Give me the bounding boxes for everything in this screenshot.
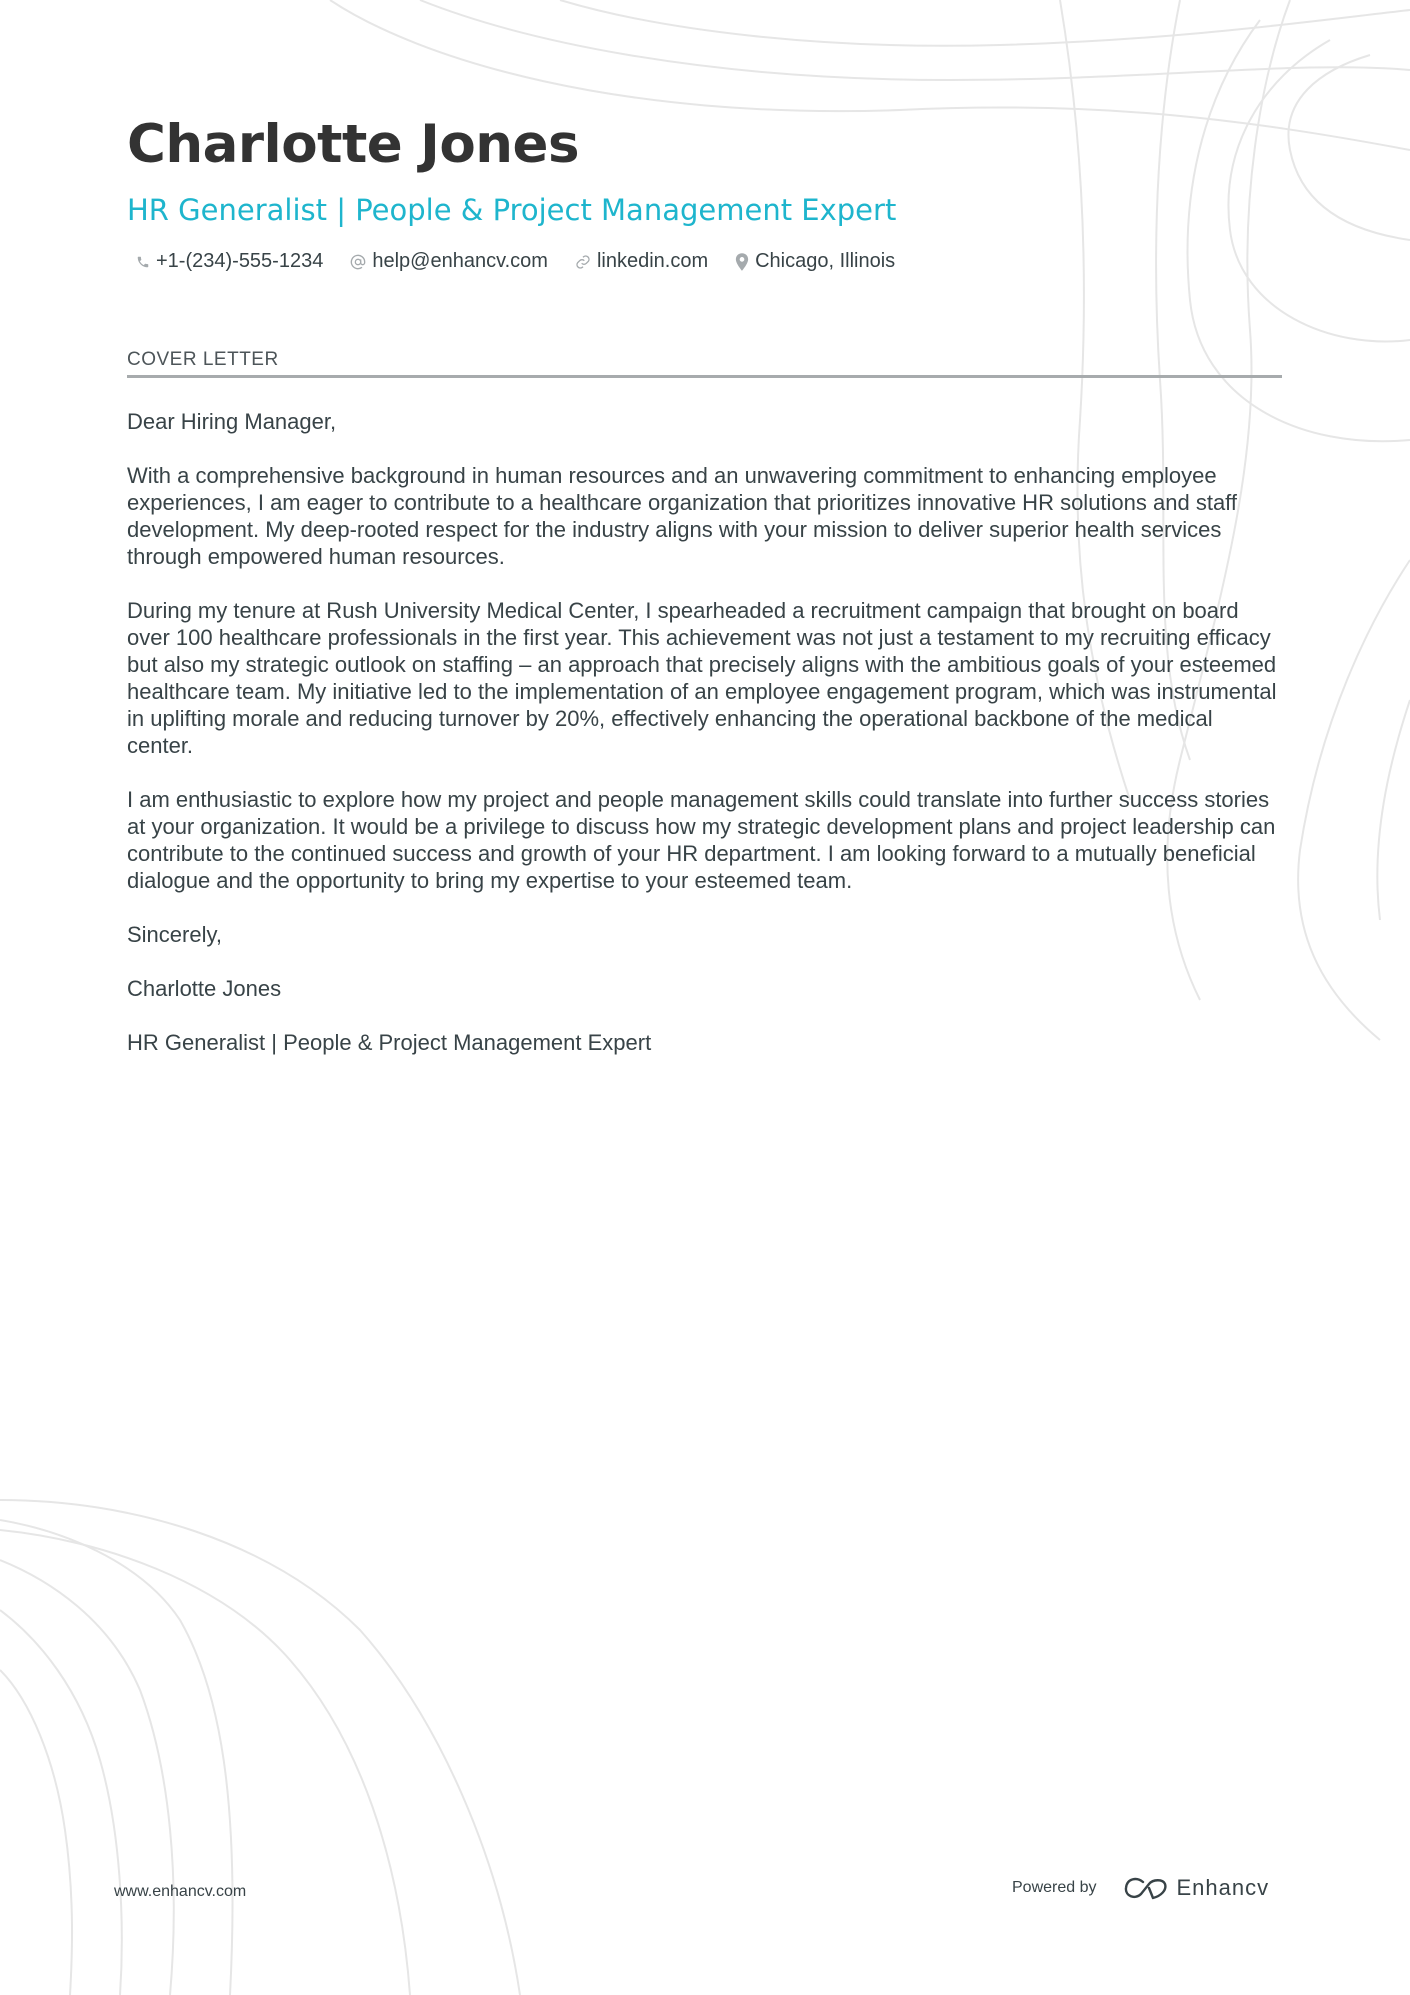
- contact-location: [735, 250, 895, 273]
- footer-website-link[interactable]: www.enhancv.com: [114, 1883, 247, 1900]
- linkedin-value: linkedin.com: [596, 250, 709, 272]
- enhancv-logo-icon: [1123, 1876, 1169, 1900]
- link-icon: [575, 254, 591, 270]
- brand-name: Enhancv: [1176, 1875, 1270, 1900]
- contact-linkedin[interactable]: [575, 250, 708, 273]
- signature-name: Charlotte Jones: [127, 976, 282, 1001]
- salutation: Dear Hiring Manager,: [127, 409, 337, 434]
- location-value: Chicago, Illinois: [755, 250, 896, 272]
- phone-icon: [136, 255, 150, 269]
- at-icon: [350, 254, 366, 270]
- contact-email[interactable]: [350, 250, 548, 273]
- contact-phone[interactable]: [136, 250, 323, 273]
- candidate-name: Charlotte Jones: [127, 114, 580, 175]
- powered-by-label: Powered by: [1012, 1879, 1097, 1896]
- candidate-title: HR Generalist | People & Project Management Expert: [127, 193, 897, 227]
- email-value: help@enhancv.com: [372, 250, 548, 272]
- cover-letter-page: [127, 112, 1282, 1083]
- section-heading-cover-letter: COVER LETTER: [127, 349, 1282, 378]
- phone-value: +1-(234)-555-1234: [156, 250, 324, 272]
- paragraph-1: With a comprehensive background in human resources and an unwavering commitment to enhancing employee experiences, I am eager to contribute to a healthcare organization that prioritizes innovative HR solutions and staff development. My deep-rooted respect for the industry aligns with your mission to deliver superior health services through empowered human resources.: [127, 463, 1238, 569]
- letter-body: [127, 408, 1282, 1056]
- signature-title: HR Generalist | People & Project Management Expert: [127, 1030, 652, 1055]
- paragraph-2: During my tenure at Rush University Medical Center, I spearheaded a recruitment campaign that brought on board over 100 healthcare professionals in the first year. This achievement was not just a testament to my recruiting efficacy but also my strategic outlook on staffing – an approach that precisely aligns with the ambitious goals of your esteemed healthcare team. My initiative led to the implementation of an employee engagement program, which was instrumental in uplifting morale and reducing turnover by 20%, effectively enhancing the operational backbone of the medical center.: [127, 598, 1277, 758]
- footer-powered-by[interactable]: [1012, 1875, 1269, 1901]
- contact-info-row: [136, 250, 1282, 273]
- location-pin-icon: [735, 253, 749, 271]
- closing: Sincerely,: [127, 922, 222, 947]
- paragraph-3: I am enthusiastic to explore how my project and people management skills could translate into further success stories at your organization. It would be a privilege to discuss how my strategic development plans and project leadership can contribute to the continued success and growth of your HR department. I am looking forward to a mutually beneficial dialogue and the opportunity to bring my expertise to your esteemed team.: [127, 787, 1276, 893]
